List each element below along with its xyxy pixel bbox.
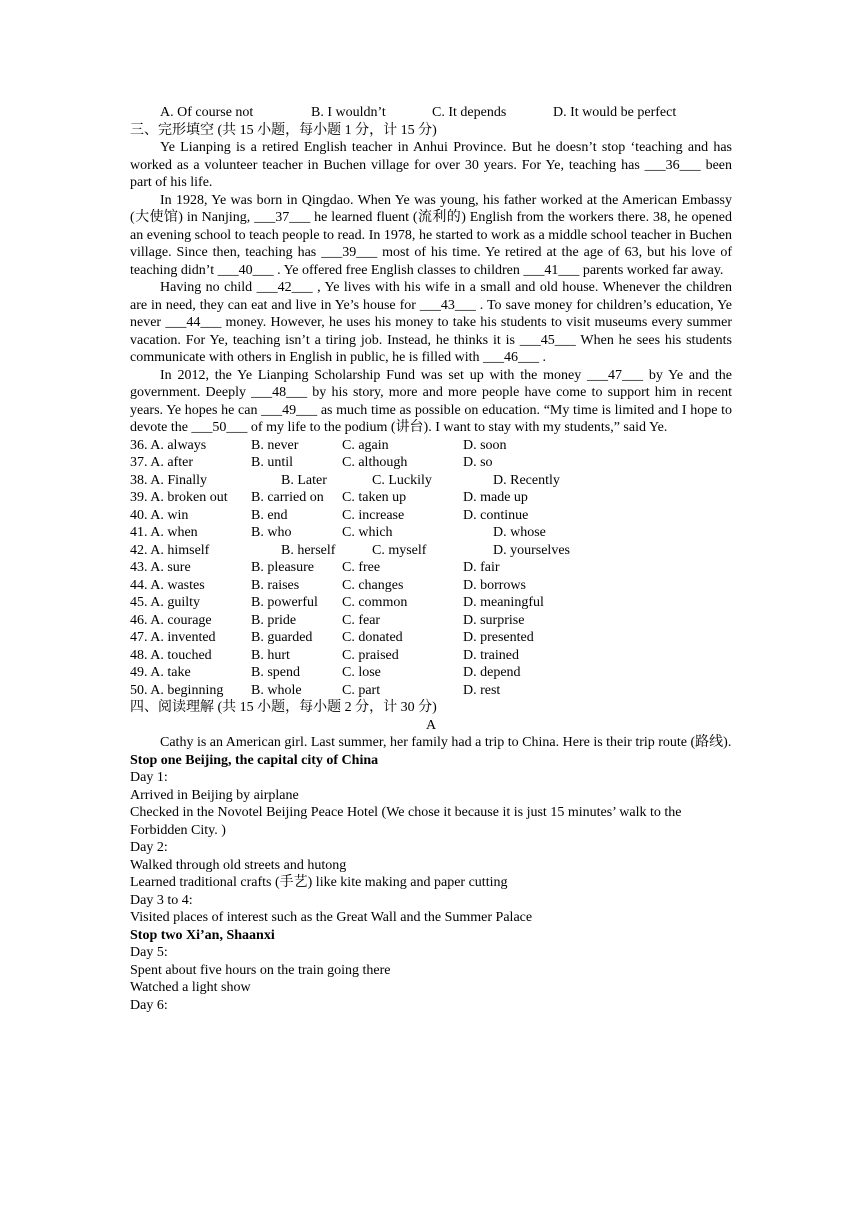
question-option-d: D. rest: [463, 682, 501, 698]
question-option-c: C. donated: [342, 630, 403, 645]
prev-question-options: [130, 104, 732, 122]
question-row: [130, 507, 732, 525]
cloze-paragraph-1: Ye Lianping is a retired English teacher in Anhui Province. But he doesn’t stop ‘teaching and has worked as a volunteer teacher in Buchen village for over 30 years. For Ye, teaching has ___36___ been part of his life.: [130, 140, 732, 190]
stop2-line: Day 6:: [130, 997, 168, 1013]
question-option-c: C. changes: [342, 577, 404, 593]
question-option-b: B. end: [251, 507, 288, 523]
question-option-c: C. increase: [342, 507, 405, 523]
question-row: [130, 594, 732, 612]
question-option-c: C. taken up: [342, 490, 407, 505]
question-row: [130, 612, 732, 630]
question-option-a: 36. A. always: [130, 437, 207, 453]
reading-intro: Cathy is an American girl. Last summer, her family had a trip to China. Here is their trip route (路线).: [160, 735, 732, 750]
question-option-b: B. herself: [281, 542, 336, 558]
question-option-c: C. myself: [372, 542, 427, 558]
stop1-line: Arrived in Beijing by airplane: [130, 787, 299, 803]
question-option-c: C. fear: [342, 612, 381, 628]
question-option-c: C. free: [342, 560, 381, 575]
question-row: [130, 489, 732, 507]
question-option-c: C. lose: [342, 665, 381, 680]
question-option-a: 37. A. after: [130, 455, 193, 470]
question-option-b: B. until: [251, 455, 294, 470]
question-option-c: C. which: [342, 525, 393, 540]
question-option-b: B. carried on: [251, 490, 324, 505]
question-row: [130, 577, 732, 595]
question-option-d: D. borrows: [463, 577, 526, 593]
question-option-c: C. although: [342, 455, 408, 470]
question-option-d: D. presented: [463, 630, 534, 645]
question-option-a: 42. A. himself: [130, 542, 210, 558]
question-option-d: D. made up: [463, 490, 528, 505]
question-option-c: C. again: [342, 437, 389, 453]
question-option-b: B. hurt: [251, 647, 290, 663]
stop1-heading: Stop one Beijing, the capital city of China: [130, 752, 379, 768]
question-option-d: D. fair: [463, 560, 500, 575]
stop1-line: Learned traditional crafts (手艺) like kite making and paper cutting: [130, 875, 508, 890]
cloze-paragraph-3: Having no child ___42___ , Ye lives with his wife in a small and old house. Whenever the children are in need, they can eat and live in Ye’s house for ___43___ . To save money for children’s education, Ye never ___44___ money. However, he uses his money to take his students to visit museums every summer vacation. For Ye, teaching isn’t a tiring job. Instead, he thinks it is ___45___ When he sees his students communicate with others in English in public, he is filled with ___46___ .: [130, 280, 732, 365]
question-option-d: D. trained: [463, 647, 519, 663]
question-row: [130, 664, 732, 682]
question-option-d: D. soon: [463, 437, 507, 453]
question-row: [130, 647, 732, 665]
question-option-a: 38. A. Finally: [130, 472, 208, 488]
section4-heading: 四、阅读理解 (共 15 小题，每小题 2 分，计 30 分): [130, 700, 437, 715]
question-option-b: B. pride: [251, 612, 297, 628]
question-option-a: 48. A. touched: [130, 647, 212, 663]
question-list: [130, 437, 732, 700]
question-option-a: 41. A. when: [130, 525, 198, 540]
stop1-line: Day 2:: [130, 840, 168, 855]
question-option-d: D. Recently: [493, 472, 560, 488]
question-option-c: C. part: [342, 682, 381, 698]
stop2-line: Day 5:: [130, 945, 168, 960]
question-row: [130, 454, 732, 472]
option-d: D. It would be perfect: [553, 105, 677, 120]
stop1-line: Visited places of interest such as the Great Wall and the Summer Palace: [130, 910, 533, 925]
question-option-d: D. so: [463, 455, 493, 470]
question-option-c: C. praised: [342, 647, 399, 663]
question-row: [130, 524, 732, 542]
passage-label: A: [425, 717, 437, 733]
question-option-b: B. Later: [281, 472, 327, 488]
question-row: [130, 472, 732, 490]
stop1-line: Walked through old streets and hutong: [130, 857, 347, 873]
question-option-d: D. continue: [463, 507, 529, 523]
question-option-b: B. raises: [251, 577, 300, 593]
question-option-a: 50. A. beginning: [130, 682, 224, 698]
question-option-d: D. yourselves: [493, 542, 570, 558]
question-option-a: 39. A. broken out: [130, 490, 228, 505]
section3-heading: 三、完形填空 (共 15 小题，每小题 1 分，计 15 分): [130, 122, 437, 138]
question-option-d: D. meaningful: [463, 595, 544, 610]
question-option-a: 47. A. invented: [130, 630, 216, 645]
question-option-d: D. whose: [493, 525, 546, 540]
question-option-b: B. pleasure: [251, 560, 314, 575]
stop2-heading: Stop two Xi’an, Shaanxi: [130, 927, 275, 943]
question-row: [130, 542, 732, 560]
stop1-line: Day 1:: [130, 770, 168, 785]
question-row: [130, 559, 732, 577]
question-option-b: B. powerful: [251, 595, 318, 610]
question-row: [130, 437, 732, 455]
question-option-b: B. who: [251, 525, 292, 540]
question-option-b: B. whole: [251, 682, 302, 698]
stop1-line: Checked in the Novotel Beijing Peace Hotel (We chose it because it is just 15 minutes’ walk to the Forbidden City. ): [130, 805, 682, 838]
stop2-line: Spent about five hours on the train going there: [130, 962, 391, 978]
question-option-b: B. guarded: [251, 630, 313, 645]
question-option-a: 45. A. guilty: [130, 595, 201, 610]
option-c: C. It depends: [432, 105, 507, 120]
question-option-c: C. Luckily: [372, 472, 432, 488]
question-option-a: 43. A. sure: [130, 560, 191, 575]
question-option-a: 40. A. win: [130, 507, 189, 523]
option-a: A. Of course not: [160, 105, 254, 120]
question-option-a: 44. A. wastes: [130, 577, 205, 593]
question-option-c: C. common: [342, 595, 408, 610]
question-option-d: D. depend: [463, 665, 521, 680]
exam-page: [130, 104, 732, 1014]
stop2-line: Watched a light show: [130, 980, 251, 995]
question-option-b: B. spend: [251, 665, 300, 680]
question-row: [130, 629, 732, 647]
question-option-a: 49. A. take: [130, 665, 191, 680]
question-option-a: 46. A. courage: [130, 612, 212, 628]
stop1-line: Day 3 to 4:: [130, 892, 193, 908]
cloze-paragraph-2: In 1928, Ye was born in Qingdao. When Ye was young, his father worked at the American Embassy (大使馆) in Nanjing, ___37___ he learned fluent (流利的) English from the workers there. 38, he opened an evening school to teach people to read. In 1978, he started to work as a middle school teacher in Buchen village. Since then, teaching has ___39___ most of his time. Ye retired at the age of 63, but his love of teaching didn’t ___40___ . Ye offered free English classes to children ___41___ parents worked far away.: [130, 192, 732, 278]
question-option-d: D. surprise: [463, 612, 525, 628]
cloze-paragraph-4: In 2012, the Ye Lianping Scholarship Fund was set up with the money ___47___ by Ye and the government. Deeply ___48___ by his story, more and more people have come to support him in recent years. Ye hopes he can ___49___ as much time as possible on education. “My time is limited and I hope to devote the ___50___ of my life to the podium (讲台). I want to stay with my students,” said Ye.: [130, 367, 732, 435]
question-row: [130, 682, 732, 700]
option-b: B. I wouldn’t: [311, 105, 386, 120]
question-option-b: B. never: [251, 437, 299, 453]
